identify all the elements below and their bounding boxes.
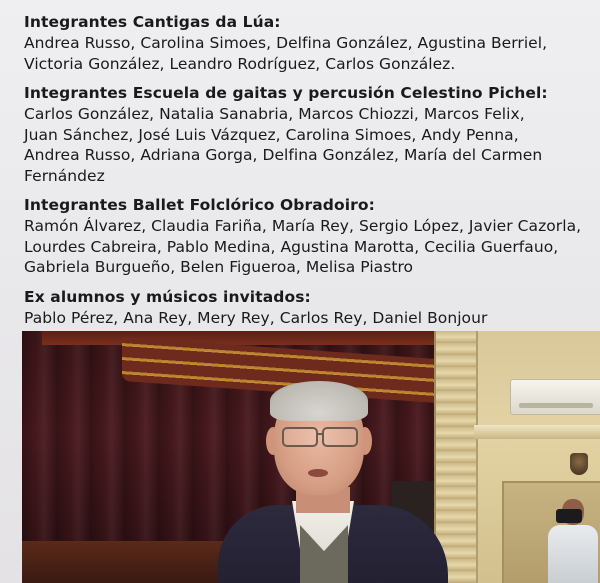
section-members: Ramón Álvarez, Claudia Fariña, María Rey, Sergio López, Javier Cazorla, Lourdes Cabreira, Pablo Medina, Agustina Marotta, Cecilia Guerfauo, Gabriela Burgueño, Belen Figueroa, Melisa Piastro [24,217,582,276]
credits-text-block [24,12,584,337]
section-members: Andrea Russo, Carolina Simoes, Delfina González, Agustina Berriel, Victoria González, Leandro Rodríguez, Carlos González. [24,34,548,73]
section-title: Integrantes Ballet Folclórico Obradoiro: [24,196,375,214]
section-escuela-de-gaitas [24,83,584,186]
section-members: Carlos González, Natalia Sanabria, Marcos Chiozzi, Marcos Felix, Juan Sánchez, José Luis Vázquez, Carolina Simoes, Andy Penna, Andrea Russo, Adriana Gorga, Delfina González, María del Carmen Fernández [24,105,543,185]
section-ballet-folclorico [24,195,584,278]
stage-photo [22,331,600,583]
camera-icon [556,509,582,523]
man-mouth [308,469,328,477]
curtain-valance-top [42,331,462,345]
wall-lamp [570,453,588,475]
photographer [542,499,600,583]
elderly-man [208,377,448,583]
glasses-icon [280,427,360,445]
section-cantigas-da-lua [24,12,584,74]
section-title: Integrantes Cantigas da Lúa: [24,13,281,31]
section-title: Integrantes Escuela de gaitas y percusión Celestino Pichel: [24,84,548,102]
photographer-body [548,525,598,583]
section-members: Pablo Pérez, Ana Rey, Mery Rey, Carlos Rey, Daniel Bonjour [24,308,488,327]
air-conditioner [510,379,600,415]
man-hair [270,381,368,421]
glasses-lens [322,427,358,447]
glasses-lens [282,427,318,447]
wall-molding [474,425,600,439]
section-title: Ex alumnos y músicos invitados: [24,287,311,306]
air-conditioner-vent [519,403,593,408]
section-ex-alumnos [24,287,584,329]
